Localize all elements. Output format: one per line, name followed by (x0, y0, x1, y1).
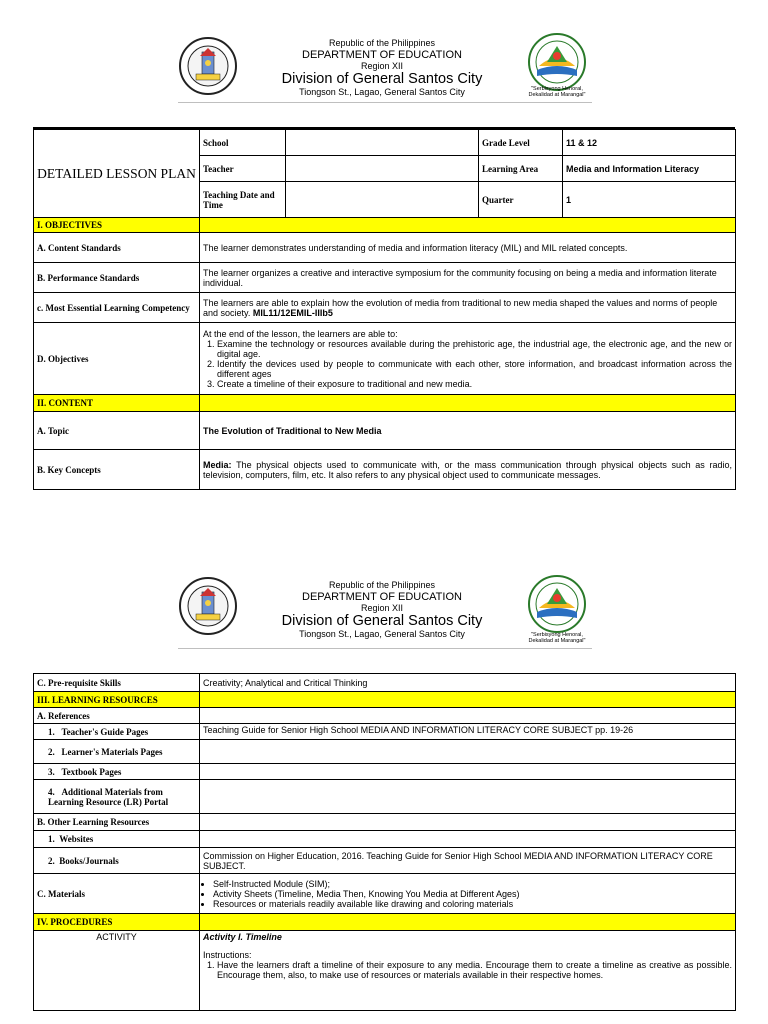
region-text: Region XII (360, 603, 404, 613)
topic-label: A. Topic (34, 412, 200, 450)
activity-label: ACTIVITY (34, 931, 200, 1011)
materials-label: C. Materials (34, 874, 200, 914)
books-row (34, 848, 200, 874)
division-text: Division of General Santos City (281, 71, 483, 87)
prereq-label: C. Pre-requisite Skills (34, 674, 200, 692)
websites-row (34, 831, 200, 848)
list-item: • Activity Sheets (Timeline, Media Then, Knowing You Media at Different Ages) (213, 889, 732, 899)
list-item: 1. Have the learners draft a timeline of their exposure to any media. Encourage them to create a timeline as creative as possible. Encourage them, also, to make use of resources or materials available in their respective homes. (217, 960, 732, 980)
page1-header (0, 28, 768, 128)
header-divider (178, 102, 592, 103)
resources-heading-fill (200, 692, 736, 708)
ref-row (34, 764, 200, 780)
ref-num: 4. (48, 786, 55, 797)
references-label: A. References (34, 708, 200, 724)
ref-row (34, 724, 200, 740)
ref-num: 2. (48, 746, 55, 757)
melc-value: The learners are able to explain how the evolution of media from traditional to new media shaped the values and norms of people and society. (203, 297, 718, 318)
department-text: DEPARTMENT OF EDUCATION (302, 49, 462, 61)
books-value: Commission on Higher Education, 2016. Teaching Guide for Senior High School MEDIA AND INFORMATION LITERACY CORE SUBJECT. (200, 848, 736, 874)
lesson-plan-table (33, 129, 736, 490)
key-term: Media: (203, 459, 232, 470)
objectives-label: D. Objectives (34, 323, 200, 395)
materials-cell (200, 874, 736, 914)
melc-label: c. Most Essential Learning Competency (34, 293, 200, 323)
quarter-value: 1 (563, 182, 736, 218)
activity-cell (200, 931, 736, 1011)
websites-num: 1. (48, 834, 55, 844)
division-text: Division of General Santos City (281, 613, 483, 629)
websites-label: Websites (59, 834, 94, 844)
division-seal-icon (527, 32, 587, 92)
performance-standards-label: B. Performance Standards (34, 263, 200, 293)
ref-num: 1. (48, 726, 55, 737)
header-divider (178, 648, 592, 649)
department-text: DEPARTMENT OF EDUCATION (302, 591, 462, 603)
content-standards-label: A. Content Standards (34, 233, 200, 263)
republic-text: Republic of the Philippines (328, 580, 436, 590)
references-value (200, 708, 736, 724)
performance-standards-value: The learner organizes a creative and interactive symposium for the community focusing on being a media and information literate individual. (200, 263, 736, 293)
grade-level-value: 11 & 12 (563, 130, 736, 156)
list-item: 2. Identify the devices used by people to communicate with each other, store information, and broadcast information across the different ages (217, 359, 732, 379)
list-item: 3. Create a timeline of their exposure to traditional and new media. (217, 379, 732, 389)
objectives-heading: I. OBJECTIVES (34, 218, 200, 233)
materials-list (203, 879, 732, 909)
ref-row (34, 740, 200, 764)
school-label: School (200, 130, 286, 156)
ref-label: Additional Materials from Learning Resource (LR) Portal (48, 786, 169, 807)
deped-seal-icon (178, 36, 238, 96)
learning-area-label: Learning Area (479, 156, 563, 182)
ref-label: Learner's Materials Pages (61, 746, 163, 757)
key-concepts-value: The physical objects used to communicate with, or the mass communication through physical objects such as radio, television, computers, film, etc. It also refers to any physical object used to communicate messages. (203, 459, 732, 480)
activity-title: Activity I. Timeline (203, 932, 282, 942)
procedures-heading: IV. PROCEDURES (34, 914, 200, 931)
prereq-value: Creativity; Analytical and Critical Thinking (200, 674, 736, 692)
teacher-value (286, 156, 479, 182)
teaching-date-label: Teaching Date and Time (200, 182, 286, 218)
region-text: Region XII (360, 61, 404, 71)
key-concepts-label: B. Key Concepts (34, 450, 200, 490)
ref-num: 3. (48, 766, 55, 777)
list-item: 1. Examine the technology or resources available during the prehistoric age, the industrial age, the electronic age, and the new or digital age. (217, 339, 732, 359)
key-concepts-cell (200, 450, 736, 490)
other-resources-value (200, 814, 736, 831)
list-item: • Self-Instructed Module (SIM); (213, 879, 732, 889)
other-resources-label: B. Other Learning Resources (34, 814, 200, 831)
content-heading: II. CONTENT (34, 395, 200, 412)
ref-value (200, 780, 736, 814)
ref-row (34, 780, 200, 814)
objectives-heading-fill (200, 218, 736, 233)
instructions-label: Instructions: (203, 950, 252, 960)
learning-area-value: Media and Information Literacy (563, 156, 736, 182)
page2-header (0, 572, 768, 672)
republic-text: Republic of the Philippines (328, 38, 436, 48)
ref-value (200, 764, 736, 780)
list-item: • Resources or materials readily available like drawing and coloring materials (213, 899, 732, 909)
ref-label: Teacher's Guide Pages (61, 726, 149, 737)
resources-heading: III. LEARNING RESOURCES (34, 692, 200, 708)
content-standards-value: The learner demonstrates understanding of media and information literacy (MIL) and MIL related concepts. (200, 233, 736, 263)
objectives-intro: At the end of the lesson, the learners are able to: (203, 328, 398, 339)
websites-value (200, 831, 736, 848)
quarter-label: Quarter (479, 182, 563, 218)
motto-line2: Dekalidad at Marangal" (528, 638, 586, 644)
lesson-plan-title: DETAILED LESSON PLAN (34, 130, 200, 218)
ref-label: Textbook Pages (61, 766, 122, 777)
address-text: Tiongson St., Lagao, General Santos City (299, 87, 465, 97)
school-value (286, 130, 479, 156)
objectives-cell (200, 323, 736, 395)
address-text: Tiongson St., Lagao, General Santos City (299, 629, 465, 639)
topic-value: The Evolution of Traditional to New Media (200, 412, 736, 450)
instructions-list (203, 960, 732, 980)
teacher-label: Teacher (200, 156, 286, 182)
ref-value (200, 740, 736, 764)
procedures-heading-fill (200, 914, 736, 931)
motto-line1: "Serbisyong Henoral, (531, 86, 583, 92)
melc-code: MIL11/12EMIL-IIIb5 (252, 307, 333, 318)
books-label: Books/Journals (59, 855, 119, 866)
teaching-date-value (286, 182, 479, 218)
motto-line2: Dekalidad at Marangal" (528, 92, 586, 98)
melc-cell (200, 293, 736, 323)
content-heading-fill (200, 395, 736, 412)
deped-seal-icon (178, 576, 238, 636)
motto-line1: "Serbisyong Henoral, (531, 632, 583, 638)
ref-value: Teaching Guide for Senior High School MEDIA AND INFORMATION LITERACY CORE SUBJECT pp. 19-26 (200, 724, 736, 740)
learning-resources-table (33, 673, 736, 1011)
grade-level-label: Grade Level (479, 130, 563, 156)
division-seal-icon (527, 574, 587, 634)
objectives-list (203, 339, 732, 389)
books-num: 2. (48, 855, 55, 866)
